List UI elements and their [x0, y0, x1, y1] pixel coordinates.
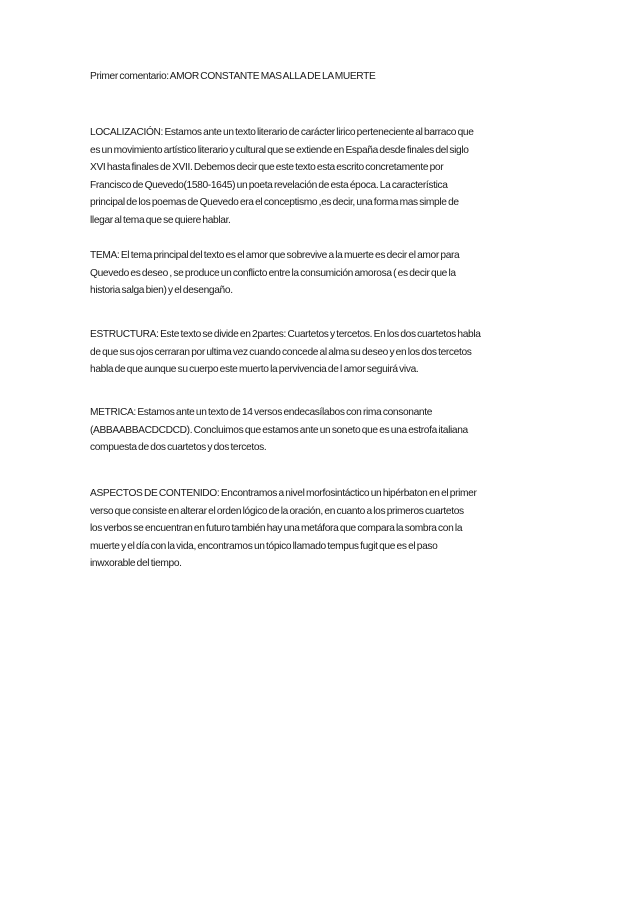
section-aspectos-de-contenido [90, 485, 552, 573]
paragraph-line: LOCALIZACIÓN: Estamos ante un texto literario de carácter lirico perteneciente al barraco que [90, 127, 474, 138]
paragraph-line: XVI hasta finales de XVII. Debemos decir que este texto esta escrito concretamente por [90, 162, 444, 173]
paragraph-line: habla de que aunque su cuerpo este muerto la pervivencia de l amor seguirá viva. [90, 364, 419, 375]
paragraph-line: (ABBAABBACDCDCD). Concluimos que estamos ante un soneto que es una estrofa italiana [90, 424, 468, 436]
paragraph-line: de que sus ojos cerraran por ultima vez cuando concede al alma su deseo y en los dos tercetos [90, 346, 472, 358]
paragraph-line: inwxorable del tiempo. [90, 558, 182, 569]
paragraph-line: METRICA: Estamos ante un texto de 14 versos endecasílabos con rima consonante [90, 407, 433, 418]
paragraph-line: historia salga bien) y el desengaño. [90, 285, 233, 296]
paragraph-line: es un movimiento artístico literario y cultural que se extiende en España desde finales del siglo [90, 144, 469, 156]
paragraph-line: Francisco de Quevedo(1580-1645) un poeta revelación de esta época. La característica [90, 179, 448, 191]
paragraph-line: ASPECTOS DE CONTENIDO: Encontramos a nivel morfosintáctico un hipérbaton en el primer [90, 488, 477, 499]
section-localizacion [90, 124, 552, 229]
paragraph-line: Quevedo es deseo , se produce un conflicto entre la consumición amorosa ( es decir que la [90, 267, 456, 279]
paragraph-line: muerte y el día con la vida, encontramos un tópico llamado tempus fugit que es el paso [90, 540, 438, 552]
document-title [90, 68, 552, 86]
title-line: Primer comentario: AMOR CONSTANTE MAS ALLA DE LA MUERTE [90, 71, 376, 82]
paragraph-line: compuesta de dos cuartetos y dos tercetos. [90, 442, 267, 453]
paragraph-line: los verbos se encuentran en futuro también hay una metáfora que compara la sombra con la [90, 523, 463, 534]
paragraph-line: llegar al tema que se quiere hablar. [90, 214, 231, 226]
paragraph-line: verso que consiste en alterar el orden lógico de la oración, en cuanto a los primeros cuartetos [90, 505, 464, 517]
paragraph-line: ESTRUCTURA: Este texto se divide en 2partes: Cuartetos y tercetos. En los dos cuartetos habla [90, 329, 481, 340]
section-metrica [90, 404, 552, 457]
paragraph-line: TEMA: El tema principal del texto es el amor que sobrevive a la muerte es decir el amor para [90, 250, 460, 261]
paragraph-line: principal de los poemas de Quevedo era el conceptismo ,es decir, una forma mas simple de [90, 197, 459, 208]
section-tema [90, 247, 552, 300]
section-estructura [90, 326, 552, 379]
